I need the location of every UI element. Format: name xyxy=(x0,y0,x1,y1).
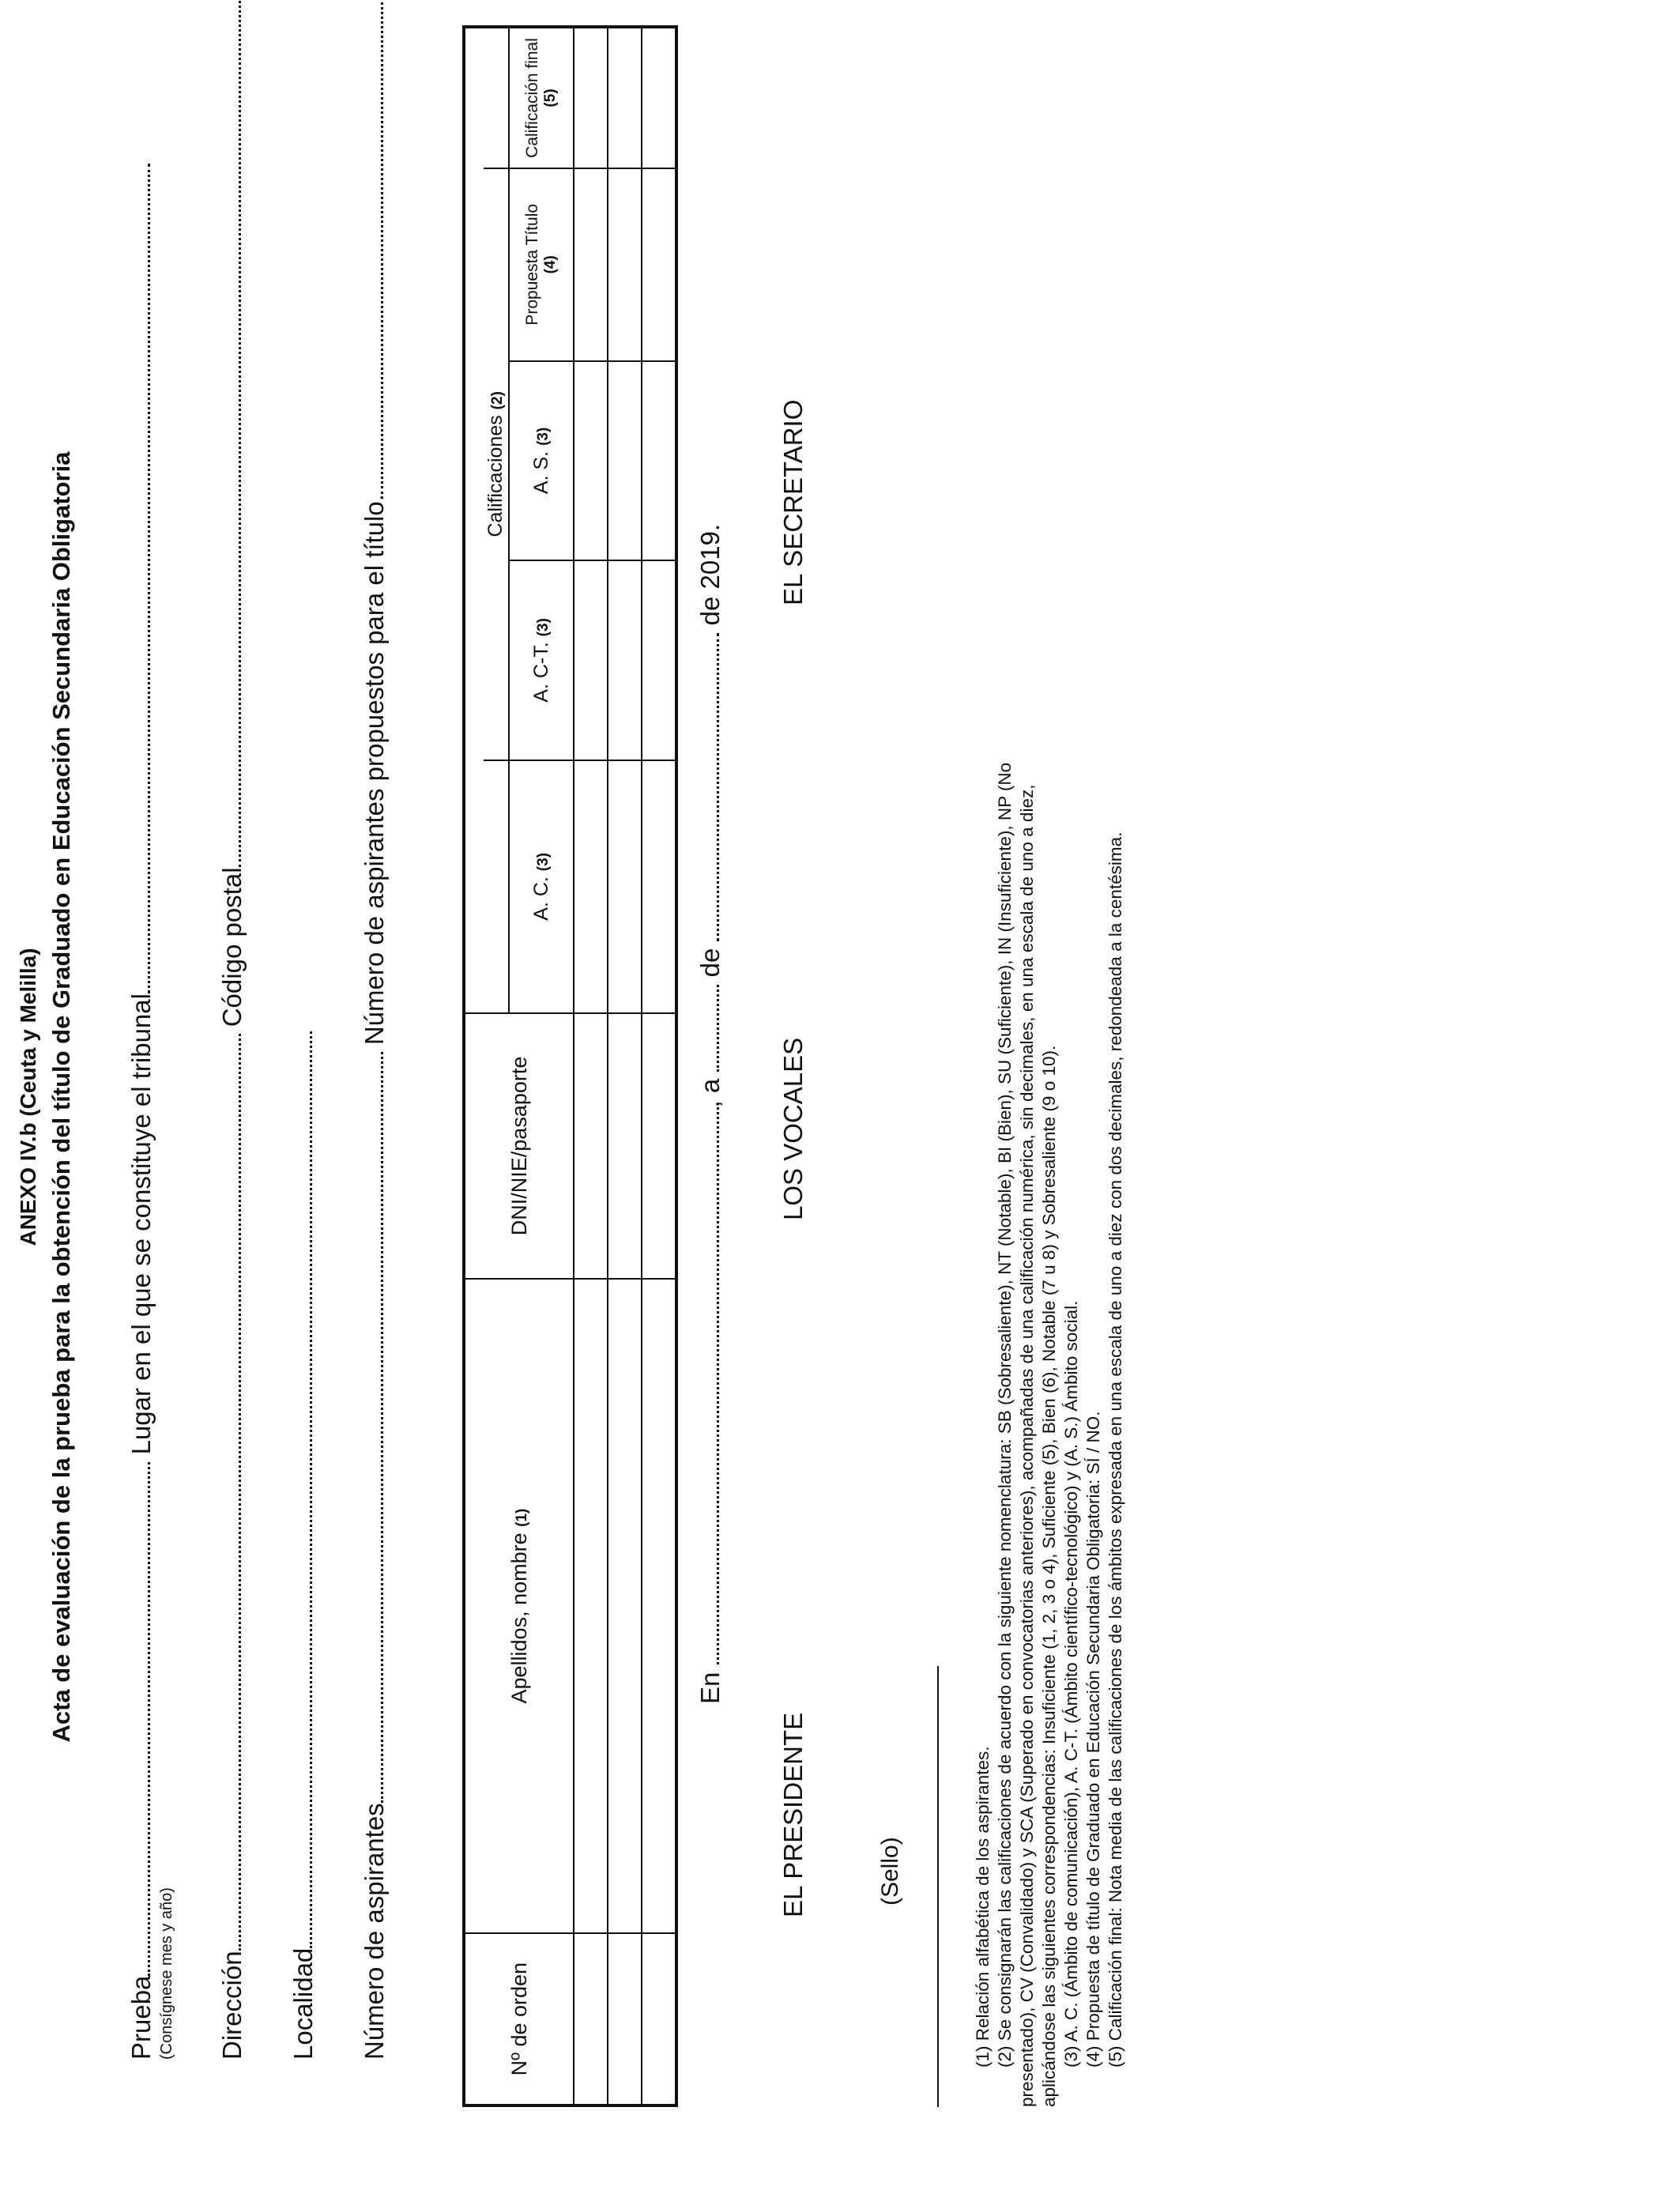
header-dni: DNI/NIE/pasaporte xyxy=(464,1013,574,1279)
cell-as[interactable] xyxy=(574,361,608,561)
cell-orden[interactable] xyxy=(574,1933,608,2105)
date-year-label: de 2019. xyxy=(695,523,725,626)
table-row xyxy=(608,27,642,2105)
header-spacer-left xyxy=(484,760,509,1013)
num-aspirantes-label: Número de aspirantes xyxy=(360,1803,389,2060)
table-row xyxy=(642,27,676,2105)
lugar-label: Lugar en el que se constituye el tribunal xyxy=(126,993,156,1455)
cell-act[interactable] xyxy=(642,560,676,760)
date-a-label: , a xyxy=(695,1078,725,1108)
signature-vocales: LOS VOCALES xyxy=(778,1037,808,1220)
date-month-input-line[interactable] xyxy=(696,633,719,941)
signature-secretario: EL SECRETARIO xyxy=(778,399,808,605)
footnote-5: (5) Calificación final: Nota media de las calificaciones de los ámbitos expresada en una escala de uno a diez con dos decimales, redondeada a la centésima. xyxy=(1106,831,1125,2068)
annex-title: ANEXO IV.b (Ceuta y Melilla) xyxy=(16,948,40,1246)
num-aspirantes-input-line[interactable] xyxy=(360,1052,383,1803)
footnote-separator xyxy=(937,1666,939,2107)
footnote-4: (4) Propuesta de título de Graduado en Educación Secundaria Obligatoria: SÍ / NO. xyxy=(1083,1411,1103,2068)
date-de-label: de xyxy=(695,948,725,978)
direccion-field xyxy=(217,0,247,2060)
cell-orden[interactable] xyxy=(642,1933,676,2105)
cell-apellidos[interactable] xyxy=(574,1279,608,1934)
cell-act[interactable] xyxy=(574,560,608,760)
header-apellidos: Apellidos, nombre (1) xyxy=(464,1279,574,1934)
cell-dni[interactable] xyxy=(608,1013,642,1279)
cell-ac[interactable] xyxy=(642,760,676,1013)
prueba-note: (Consígnese mes y año) xyxy=(158,1887,175,2060)
date-en-label: En xyxy=(695,1672,725,1704)
cell-act[interactable] xyxy=(608,560,642,760)
header-calificaciones: Calificaciones (2) xyxy=(484,168,509,760)
localidad-label: Localidad xyxy=(288,1947,318,2060)
sello-label: (Sello) xyxy=(877,1837,903,1906)
footnote-2-line-2: presentado), CV (Convalidado) y SCA (Superado en convocatorias anteriores), acompañadas de una calificación numérica, sin decimales, en una escala de uno a diez, xyxy=(1017,784,1037,2107)
cell-as[interactable] xyxy=(642,361,676,561)
header-propuesta: Propuesta Título (4) xyxy=(509,168,574,361)
header-act: A. C-T. (3) xyxy=(509,560,574,760)
prueba-field xyxy=(126,164,156,2060)
cell-orden[interactable] xyxy=(608,1933,642,2105)
aspirantes-field xyxy=(360,0,390,2060)
grades-table xyxy=(462,25,678,2107)
header-orden: Nº de orden xyxy=(464,1933,574,2105)
header-ac: A. C. (3) xyxy=(509,760,574,1013)
date-place-input-line[interactable] xyxy=(696,1107,719,1664)
prueba-label: Prueba xyxy=(126,1975,156,2060)
footnote-2-line-3: aplicándose las siguientes correspondencias: Insuficiente (1, 2, 3 o 4), Suficiente (5), Bien (6), Notable (7 u 8) y Sobresaliente (9 o 10). xyxy=(1039,1045,1059,2107)
signature-presidente: EL PRESIDENTE xyxy=(778,1712,808,1917)
table-header-row-1 xyxy=(464,27,484,2105)
cell-ac[interactable] xyxy=(574,760,608,1013)
cell-propuesta[interactable] xyxy=(608,168,642,361)
num-propuestos-label: Número de aspirantes propuestos para el título. xyxy=(360,494,389,1046)
header-spacer-right xyxy=(484,27,509,168)
codigo-postal-input-line[interactable] xyxy=(218,0,241,867)
num-propuestos-input-line[interactable] xyxy=(360,0,383,494)
footnote-2-line-1: (2) Se consignarán las calificaciones de acuerdo con la siguiente nomenclatura: SB (Sobresaliente), NT (Notable), BI (Bien), SU (Suficiente), IN (Insuficiente), NP (No xyxy=(995,762,1015,2068)
header-as: A. S. (3) xyxy=(509,361,574,561)
localidad-field xyxy=(288,1031,318,2060)
cell-propuesta[interactable] xyxy=(574,168,608,361)
cell-apellidos[interactable] xyxy=(642,1279,676,1934)
prueba-input-line[interactable] xyxy=(127,1462,150,1976)
date-day-input-line[interactable] xyxy=(696,985,719,1072)
document-title: Acta de evaluación de la prueba para la obtención del título de Graduado en Educación Secundaria Obligatoria xyxy=(47,451,75,1743)
date-line xyxy=(695,524,725,1704)
header-calificacion-final: Calificación final (5) xyxy=(509,27,574,168)
direccion-label: Dirección xyxy=(217,1951,247,2060)
cell-calificacion-final[interactable] xyxy=(574,27,608,168)
cell-ac[interactable] xyxy=(608,760,642,1013)
direccion-input-line[interactable] xyxy=(218,1034,241,1951)
lugar-input-line[interactable] xyxy=(127,164,150,993)
cell-calificacion-final[interactable] xyxy=(642,27,676,168)
header-calificaciones-spacer xyxy=(464,27,484,1013)
codigo-postal-label: Código postal xyxy=(217,867,247,1027)
cell-dni[interactable] xyxy=(642,1013,676,1279)
localidad-input-line[interactable] xyxy=(289,1031,312,1948)
table-row xyxy=(574,27,608,2105)
cell-calificacion-final[interactable] xyxy=(608,27,642,168)
cell-propuesta[interactable] xyxy=(642,168,676,361)
cell-as[interactable] xyxy=(608,361,642,561)
cell-apellidos[interactable] xyxy=(608,1279,642,1934)
footnote-1: (1) Relación alfabética de los aspirantes. xyxy=(973,1746,993,2068)
footnote-3: (3) A. C. (Ámbito de comunicación), A. C-T. (Ámbito científico-tecnológico) y (A. S.) Ámbito social. xyxy=(1061,1300,1081,2068)
cell-dni[interactable] xyxy=(574,1013,608,1279)
